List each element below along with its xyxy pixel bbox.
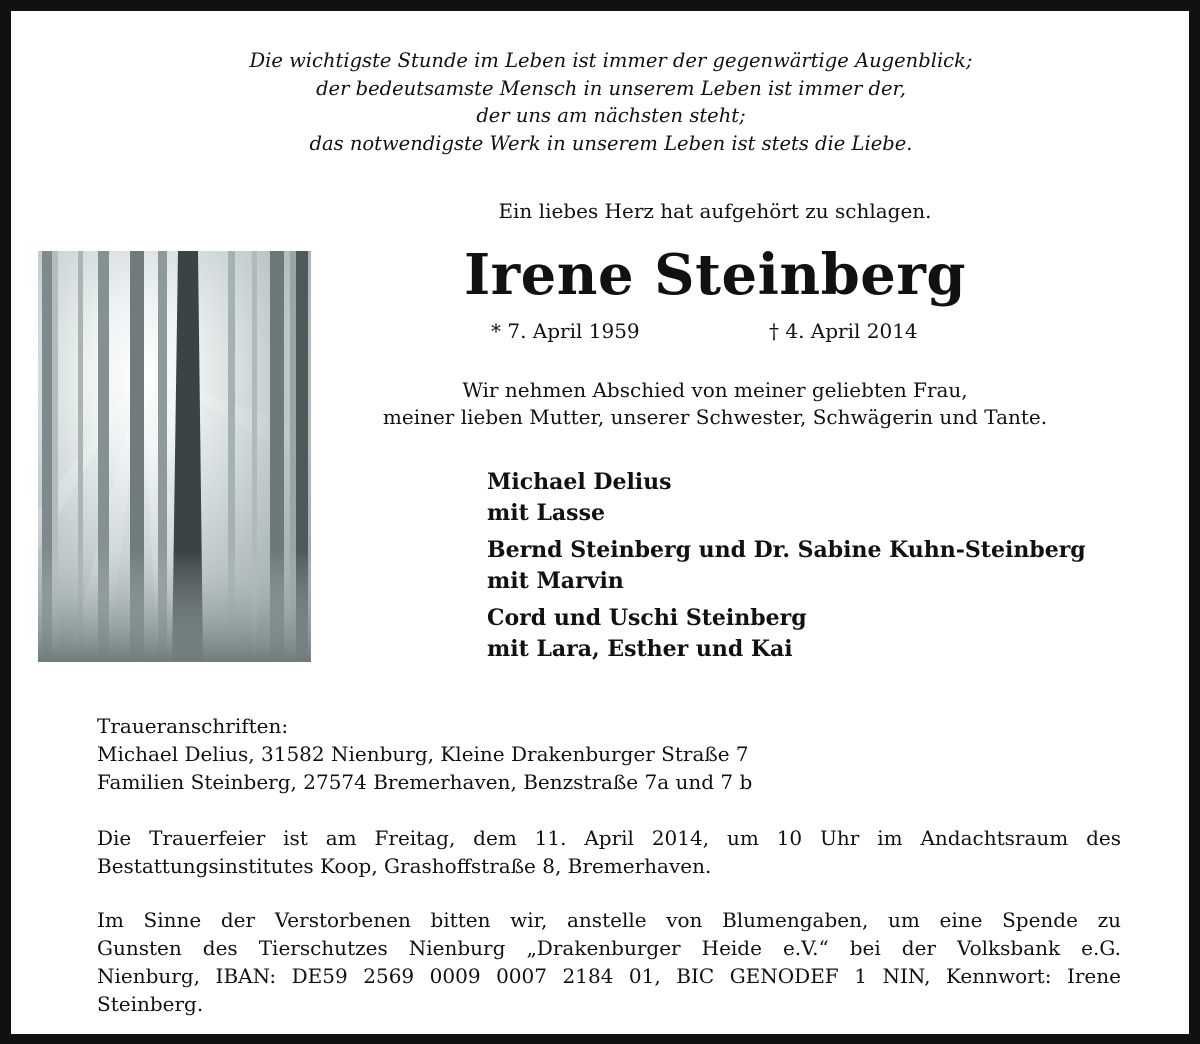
donation-paragraph [97, 906, 1121, 1018]
death-date: † 4. April 2014 [769, 319, 918, 343]
ceremony-paragraph [97, 824, 1121, 880]
farewell-text [311, 377, 1119, 431]
poem [71, 47, 1151, 157]
donation-line: Nienburg, IBAN: DE59 2569 0009 0007 2184 01, BIC GENODEF 1 NIN, Kennwort: Irene [97, 964, 1121, 988]
address-line: Familien Steinberg, 27574 Bremerhaven, Benzstraße 7a und 7 b [97, 770, 753, 794]
poem-line: der bedeutsamste Mensch in unserem Leben ist immer der, [316, 76, 906, 100]
mourner-group [487, 467, 1086, 529]
ceremony-line: Die Trauerfeier ist am Freitag, dem 11. April 2014, um 10 Uhr im Andachtsraum des [97, 826, 1121, 850]
deceased-name: Irene Steinberg [463, 242, 967, 308]
mourner-name: Michael Delius [487, 469, 672, 495]
poem-line: der uns am nächsten steht; [476, 104, 746, 127]
donation-line: Im Sinne der Verstorbenen bitten wir, anstelle von Blumengaben, um eine Spende zu [97, 908, 1121, 932]
addresses-heading: Traueranschriften: [97, 714, 289, 738]
address-line: Michael Delius, 31582 Nienburg, Kleine Drakenburger Straße 7 [97, 742, 749, 766]
ceremony-line: Bestattungsinstitutes Koop, Grashoffstraße 8, Bremerhaven. [97, 854, 712, 878]
birth-date: * 7. April 1959 [491, 319, 640, 343]
poem-line: das notwendigste Werk in unserem Leben ist stets die Liebe. [309, 131, 913, 155]
mourning-addresses [97, 712, 752, 796]
mourner-children: mit Marvin [487, 568, 624, 594]
mourner-children: mit Lara, Esther und Kai [487, 636, 793, 662]
donation-line: Gunsten des Tierschutzes Nienburg „Drakenburger Heide e.V.“ bei der Volksbank e.G. [97, 936, 1121, 960]
farewell-line: meiner lieben Mutter, unserer Schwester, Schwägerin und Tante. [382, 405, 1048, 429]
forest-sunlight-image [38, 251, 311, 662]
mourner-name: Cord und Uschi Steinberg [487, 605, 807, 631]
donation-line: Steinberg. [97, 992, 204, 1016]
mourner-name: Bernd Steinberg und Dr. Sabine Kuhn-Steinberg [487, 537, 1086, 563]
intro-text: Ein liebes Herz hat aufgehört zu schlagen. [498, 199, 932, 223]
farewell-line: Wir nehmen Abschied von meiner geliebten Frau, [462, 378, 968, 402]
poem-line: Die wichtigste Stunde im Leben ist immer der gegenwärtige Augenblick; [249, 49, 973, 72]
mourner-group [487, 603, 1086, 665]
mourner-group [487, 535, 1086, 597]
mourners-list [487, 467, 1086, 671]
mourner-children: mit Lasse [487, 500, 605, 526]
